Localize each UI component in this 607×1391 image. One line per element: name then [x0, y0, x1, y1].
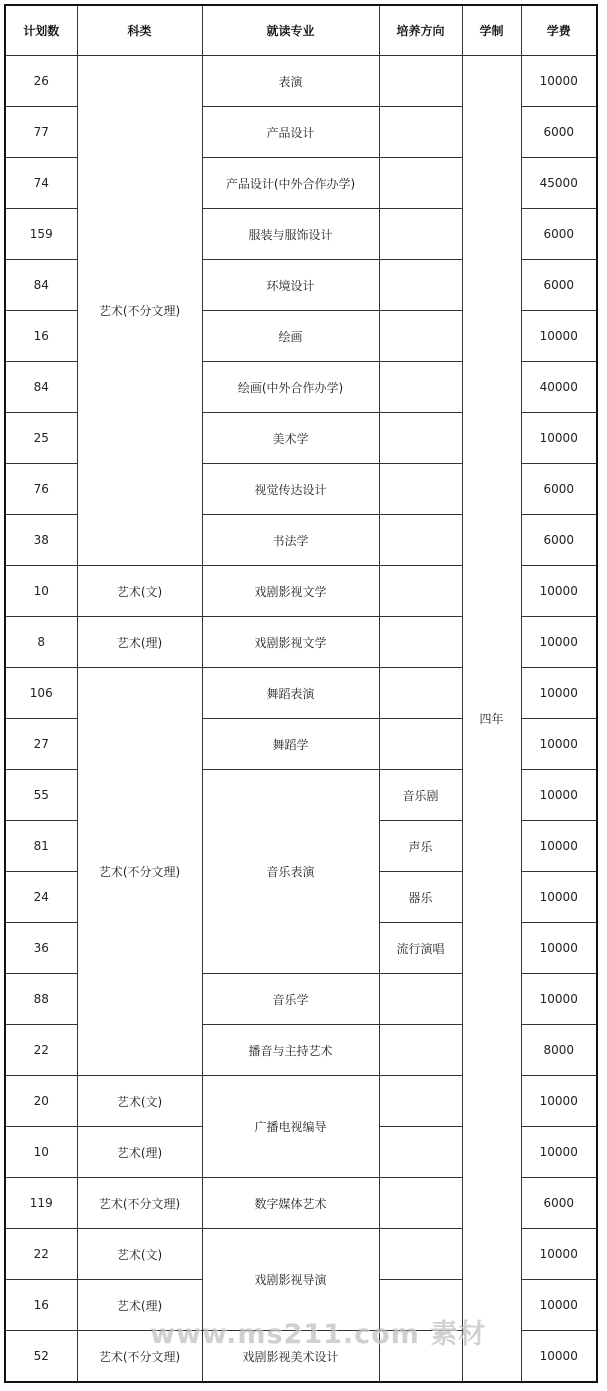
header-fee: 学费: [521, 5, 597, 56]
direction-cell: [379, 107, 462, 158]
fee-cell: 10000: [521, 1127, 597, 1178]
major-cell: 广播电视编导: [202, 1076, 379, 1178]
plan-cell: 159: [5, 209, 77, 260]
header-direction: 培养方向: [379, 5, 462, 56]
plan-cell: 52: [5, 1331, 77, 1383]
plan-cell: 38: [5, 515, 77, 566]
plan-cell: 81: [5, 821, 77, 872]
plan-cell: 10: [5, 566, 77, 617]
category-cell: 艺术(理): [77, 1280, 202, 1331]
plan-cell: 25: [5, 413, 77, 464]
plan-cell: 84: [5, 362, 77, 413]
major-cell: 视觉传达设计: [202, 464, 379, 515]
plan-cell: 24: [5, 872, 77, 923]
fee-cell: 10000: [521, 923, 597, 974]
direction-cell: [379, 413, 462, 464]
plan-cell: 77: [5, 107, 77, 158]
enrollment-plan-table: [4, 4, 598, 1383]
fee-cell: 10000: [521, 1229, 597, 1280]
category-cell: 艺术(文): [77, 1229, 202, 1280]
direction-cell: [379, 1178, 462, 1229]
plan-cell: 22: [5, 1025, 77, 1076]
major-cell: 服装与服饰设计: [202, 209, 379, 260]
fee-cell: 10000: [521, 770, 597, 821]
direction-cell: 器乐: [379, 872, 462, 923]
watermark-text: www.ms211.com 素材: [150, 1319, 487, 1350]
direction-cell: [379, 1229, 462, 1280]
direction-cell: [379, 260, 462, 311]
plan-cell: 106: [5, 668, 77, 719]
direction-cell: [379, 464, 462, 515]
major-cell: 绘画: [202, 311, 379, 362]
fee-cell: 8000: [521, 1025, 597, 1076]
plan-cell: 119: [5, 1178, 77, 1229]
table-row: [5, 56, 597, 107]
fee-cell: 10000: [521, 413, 597, 464]
duration-cell: 四年: [462, 56, 521, 1383]
fee-cell: 6000: [521, 464, 597, 515]
major-cell: 音乐表演: [202, 770, 379, 974]
header-category: 科类: [77, 5, 202, 56]
plan-cell: 16: [5, 311, 77, 362]
fee-cell: 6000: [521, 209, 597, 260]
major-cell: 播音与主持艺术: [202, 1025, 379, 1076]
direction-cell: [379, 56, 462, 107]
direction-cell: 音乐剧: [379, 770, 462, 821]
header-duration: 学制: [462, 5, 521, 56]
category-cell: 艺术(理): [77, 1127, 202, 1178]
fee-cell: 40000: [521, 362, 597, 413]
category-cell: 艺术(不分文理): [77, 56, 202, 566]
plan-cell: 26: [5, 56, 77, 107]
direction-cell: [379, 719, 462, 770]
major-cell: 美术学: [202, 413, 379, 464]
direction-cell: 声乐: [379, 821, 462, 872]
direction-cell: [379, 158, 462, 209]
major-cell: 表演: [202, 56, 379, 107]
fee-cell: 10000: [521, 1280, 597, 1331]
major-cell: 书法学: [202, 515, 379, 566]
header-major: 就读专业: [202, 5, 379, 56]
fee-cell: 10000: [521, 566, 597, 617]
fee-cell: 10000: [521, 311, 597, 362]
direction-cell: [379, 1076, 462, 1127]
plan-cell: 76: [5, 464, 77, 515]
fee-cell: 6000: [521, 260, 597, 311]
major-cell: 舞蹈学: [202, 719, 379, 770]
direction-cell: [379, 515, 462, 566]
fee-cell: 10000: [521, 617, 597, 668]
direction-cell: [379, 617, 462, 668]
fee-cell: 45000: [521, 158, 597, 209]
direction-cell: [379, 566, 462, 617]
header-plan: 计划数: [5, 5, 77, 56]
plan-cell: 10: [5, 1127, 77, 1178]
fee-cell: 6000: [521, 515, 597, 566]
direction-cell: [379, 1025, 462, 1076]
major-cell: 戏剧影视美术设计: [202, 1331, 379, 1383]
plan-cell: 84: [5, 260, 77, 311]
fee-cell: 10000: [521, 1331, 597, 1383]
direction-cell: [379, 1127, 462, 1178]
category-cell: 艺术(不分文理): [77, 1331, 202, 1383]
fee-cell: 10000: [521, 821, 597, 872]
plan-cell: 27: [5, 719, 77, 770]
major-cell: 数字媒体艺术: [202, 1178, 379, 1229]
major-cell: 戏剧影视导演: [202, 1229, 379, 1331]
plan-cell: 8: [5, 617, 77, 668]
plan-cell: 16: [5, 1280, 77, 1331]
major-cell: 环境设计: [202, 260, 379, 311]
plan-cell: 74: [5, 158, 77, 209]
category-cell: 艺术(理): [77, 617, 202, 668]
fee-cell: 6000: [521, 1178, 597, 1229]
plan-cell: 88: [5, 974, 77, 1025]
fee-cell: 6000: [521, 107, 597, 158]
category-cell: 艺术(不分文理): [77, 1178, 202, 1229]
plan-cell: 20: [5, 1076, 77, 1127]
direction-cell: [379, 974, 462, 1025]
major-cell: 戏剧影视文学: [202, 617, 379, 668]
direction-cell: 流行演唱: [379, 923, 462, 974]
direction-cell: [379, 362, 462, 413]
fee-cell: 10000: [521, 719, 597, 770]
major-cell: 绘画(中外合作办学): [202, 362, 379, 413]
plan-cell: 55: [5, 770, 77, 821]
fee-cell: 10000: [521, 56, 597, 107]
direction-cell: [379, 311, 462, 362]
major-cell: 产品设计: [202, 107, 379, 158]
major-cell: 舞蹈表演: [202, 668, 379, 719]
direction-cell: [379, 668, 462, 719]
major-cell: 音乐学: [202, 974, 379, 1025]
category-cell: 艺术(文): [77, 566, 202, 617]
fee-cell: 10000: [521, 872, 597, 923]
fee-cell: 10000: [521, 668, 597, 719]
major-cell: 产品设计(中外合作办学): [202, 158, 379, 209]
category-cell: 艺术(不分文理): [77, 668, 202, 1076]
major-cell: 戏剧影视文学: [202, 566, 379, 617]
plan-cell: 22: [5, 1229, 77, 1280]
plan-cell: 36: [5, 923, 77, 974]
table-header-row: [5, 5, 597, 56]
fee-cell: 10000: [521, 1076, 597, 1127]
direction-cell: [379, 209, 462, 260]
category-cell: 艺术(文): [77, 1076, 202, 1127]
fee-cell: 10000: [521, 974, 597, 1025]
